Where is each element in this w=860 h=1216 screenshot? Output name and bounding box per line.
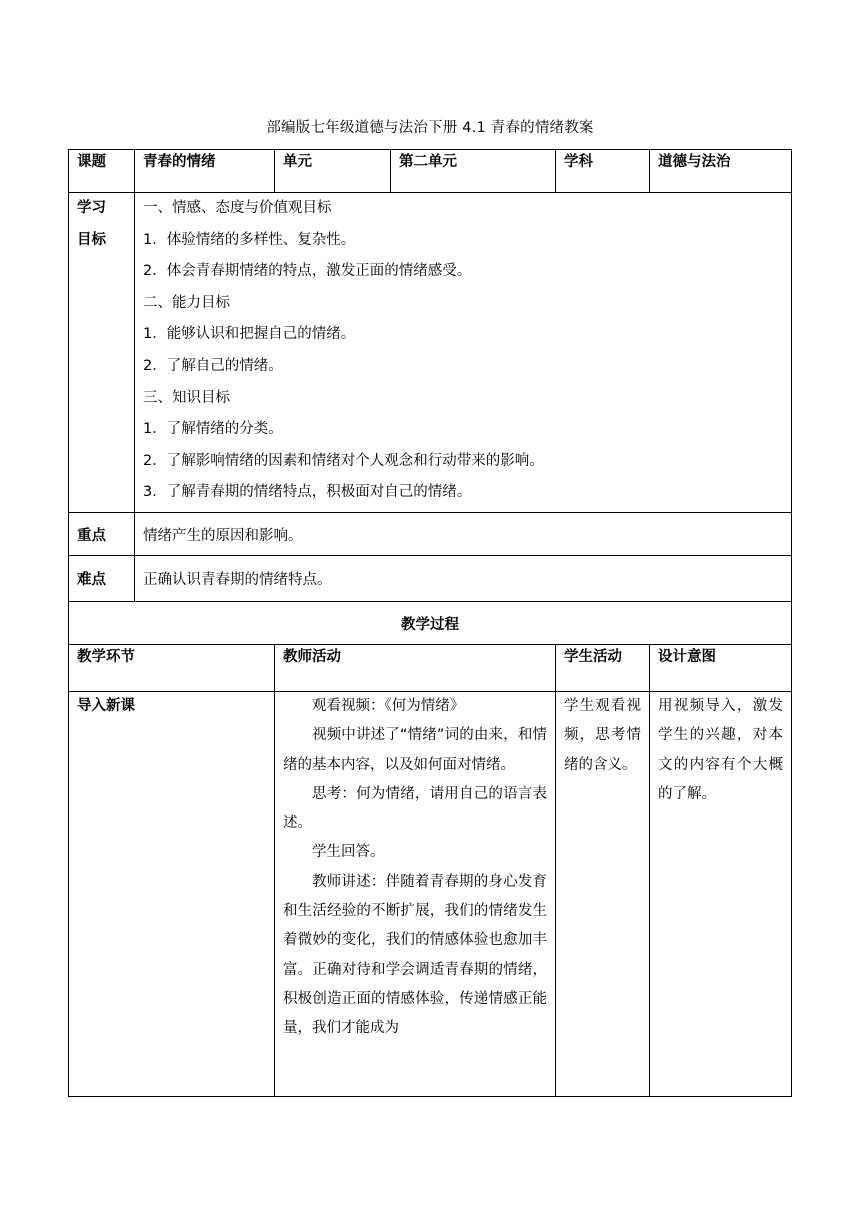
unit-label: 单元 <box>275 150 391 193</box>
key-point-row <box>69 513 792 556</box>
teacher-paragraph: 视频中讲述了“情绪”词的由来，和情绪的基本内容，以及如何面对情绪。 <box>283 727 547 773</box>
design-header: 设计意图 <box>650 645 792 692</box>
intro-stage: 导入新课 <box>69 692 275 1097</box>
goal-line: 1．体验情绪的多样性、复杂性。 <box>143 231 356 248</box>
process-title: 教学过程 <box>69 602 792 645</box>
goal-line: 1．了解情绪的分类。 <box>143 421 283 438</box>
teacher-paragraph: 观看视频：《何为情绪》 <box>312 698 465 714</box>
goal-line: 一、情感、态度与价值观目标 <box>143 200 332 216</box>
topic-label: 课题 <box>69 150 135 193</box>
goals-content <box>135 193 792 513</box>
stage-header: 教学环节 <box>69 645 275 692</box>
goal-line: 2．了解影响情绪的因素和情绪对个人观念和行动带来的影响。 <box>143 452 544 469</box>
goal-line: 三、知识目标 <box>143 389 230 406</box>
topic-value: 青春的情绪 <box>135 150 275 193</box>
teacher-paragraph: 学生回答。 <box>312 844 385 861</box>
key-point-label: 重点 <box>69 513 135 556</box>
difficulty-label: 难点 <box>69 556 135 602</box>
student-header: 学生活动 <box>556 645 650 692</box>
intro-teacher-activity <box>275 692 556 1097</box>
key-point-value: 情绪产生的原因和影响。 <box>135 513 792 556</box>
difficulty-row <box>69 556 792 602</box>
unit-value: 第二单元 <box>391 150 556 193</box>
goals-row <box>69 193 792 513</box>
teacher-paragraph: 教师讲述：伴随着青春期的身心发育和生活经验的不断扩展，我们的情绪发生着微妙的变化，我们的情感体验也愈加丰富。正确对待和学会调适青春期的情绪，积极创造正面的情感体验，传递情感正能量，我们才能成为 <box>283 873 547 1037</box>
goal-line: 二、能力目标 <box>143 294 230 311</box>
subject-label: 学科 <box>556 150 650 193</box>
header-row <box>69 150 792 193</box>
goal-line: 3．了解青春期的情绪特点，积极面对自己的情绪。 <box>143 484 472 501</box>
goal-line: 2．了解自己的情绪。 <box>143 357 283 374</box>
intro-row <box>69 692 792 1097</box>
process-header-row <box>69 645 792 692</box>
intro-student-activity: 学生观看视频，思考情绪的含义。 <box>556 692 650 1097</box>
subject-value: 道德与法治 <box>650 150 792 193</box>
lesson-plan-table <box>68 149 792 1097</box>
goals-label: 学习 目标 <box>69 193 135 513</box>
difficulty-value: 正确认识青春期的情绪特点。 <box>135 556 792 602</box>
document-title: 部编版七年级道德与法治下册 4.1 青春的情绪教案 <box>266 120 594 136</box>
teacher-header: 教师活动 <box>275 645 556 692</box>
goal-line: 1．能够认识和把握自己的情绪。 <box>143 326 356 343</box>
teacher-paragraph: 思考：何为情绪，请用自己的语言表述。 <box>283 785 547 832</box>
goal-line: 2．体会青春期情绪的特点，激发正面的情绪感受。 <box>143 263 472 280</box>
intro-design-intent: 用视频导入，激发学生的兴趣，对本文的内容有个大概的了解。 <box>650 692 792 1097</box>
process-title-row <box>69 602 792 645</box>
